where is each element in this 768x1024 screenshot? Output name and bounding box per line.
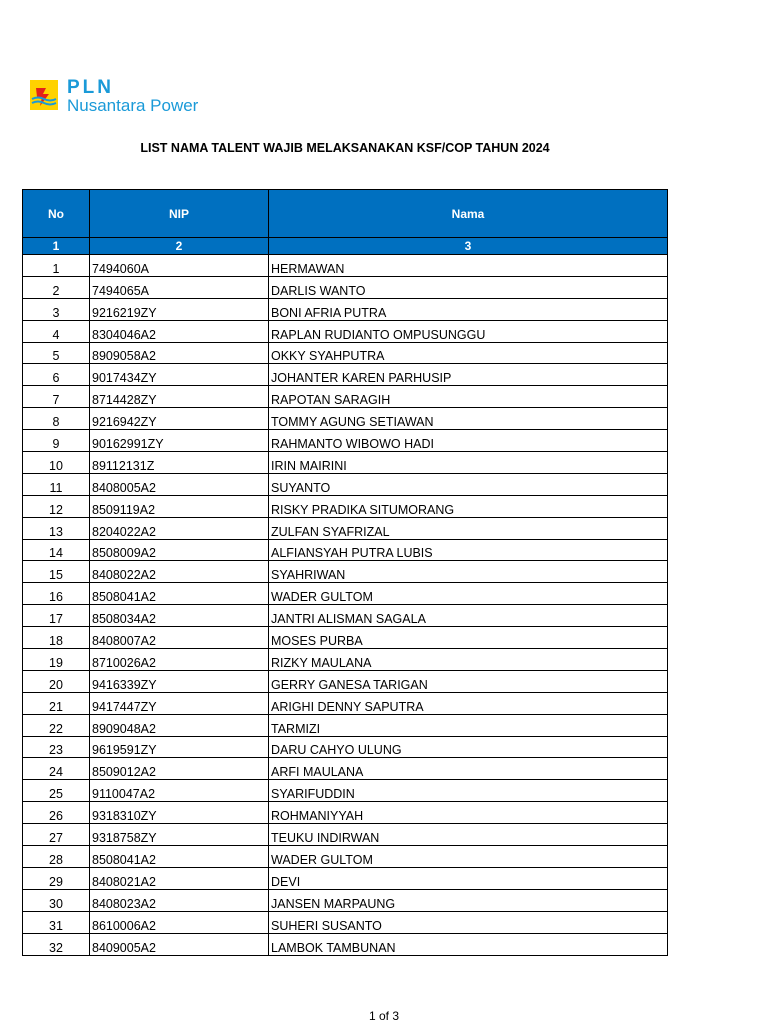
pln-lightning-icon — [29, 79, 61, 113]
table-row — [23, 452, 668, 474]
logo-brand: PLN — [67, 77, 114, 98]
row-number: 17 — [23, 605, 90, 627]
name-cell: TEUKU INDIRWAN — [269, 824, 668, 846]
table-row — [23, 386, 668, 408]
table-row — [23, 867, 668, 889]
table-row — [23, 342, 668, 364]
row-number: 31 — [23, 911, 90, 933]
row-number: 10 — [23, 452, 90, 474]
name-cell: SYARIFUDDIN — [269, 780, 668, 802]
nip-cell: 9017434ZY — [90, 364, 269, 386]
nip-cell: 8909048A2 — [90, 714, 269, 736]
table-row — [23, 670, 668, 692]
nip-cell: 8909058A2 — [90, 342, 269, 364]
row-number: 25 — [23, 780, 90, 802]
nip-cell: 9416339ZY — [90, 670, 269, 692]
name-cell: BONI AFRIA PUTRA — [269, 298, 668, 320]
name-cell: RIZKY MAULANA — [269, 649, 668, 671]
logo-subtitle: Nusantara Power — [67, 96, 199, 115]
table-row — [23, 649, 668, 671]
row-number: 14 — [23, 539, 90, 561]
row-number: 3 — [23, 298, 90, 320]
row-number: 13 — [23, 517, 90, 539]
row-number: 6 — [23, 364, 90, 386]
row-number: 7 — [23, 386, 90, 408]
row-number: 8 — [23, 408, 90, 430]
name-cell: SUHERI SUSANTO — [269, 911, 668, 933]
table-body — [23, 255, 668, 956]
column-index-row — [23, 238, 668, 255]
name-cell: ALFIANSYAH PUTRA LUBIS — [269, 539, 668, 561]
table-row — [23, 298, 668, 320]
nip-cell: 8509012A2 — [90, 758, 269, 780]
row-number: 12 — [23, 495, 90, 517]
row-number: 28 — [23, 846, 90, 868]
nip-cell: 9110047A2 — [90, 780, 269, 802]
name-cell: OKKY SYAHPUTRA — [269, 342, 668, 364]
row-number: 9 — [23, 430, 90, 452]
nip-cell: 8408005A2 — [90, 473, 269, 495]
nip-cell: 8408023A2 — [90, 889, 269, 911]
row-number: 4 — [23, 320, 90, 342]
nip-cell: 9216942ZY — [90, 408, 269, 430]
table-row — [23, 517, 668, 539]
table-row — [23, 780, 668, 802]
name-cell: RAPOTAN SARAGIH — [269, 386, 668, 408]
column-header-no: No — [23, 190, 90, 238]
page-number: 1 of 3 — [368, 1009, 400, 1023]
nip-cell: 8610006A2 — [90, 911, 269, 933]
name-cell: TARMIZI — [269, 714, 668, 736]
name-cell: SUYANTO — [269, 473, 668, 495]
name-cell: TOMMY AGUNG SETIAWAN — [269, 408, 668, 430]
nip-cell: 7494065A — [90, 276, 269, 298]
nip-cell: 8508034A2 — [90, 605, 269, 627]
name-cell: DARLIS WANTO — [269, 276, 668, 298]
row-number: 32 — [23, 933, 90, 955]
name-cell: JANTRI ALISMAN SAGALA — [269, 605, 668, 627]
nip-cell: 90162991ZY — [90, 430, 269, 452]
table-row — [23, 714, 668, 736]
nip-cell: 8509119A2 — [90, 495, 269, 517]
name-cell: WADER GULTOM — [269, 846, 668, 868]
column-header-nama: Nama — [269, 190, 668, 238]
nip-cell: 8508041A2 — [90, 846, 269, 868]
nip-cell: 9619591ZY — [90, 736, 269, 758]
nip-cell: 8409005A2 — [90, 933, 269, 955]
row-number: 27 — [23, 824, 90, 846]
talent-table — [22, 189, 668, 956]
row-number: 23 — [23, 736, 90, 758]
table-row — [23, 495, 668, 517]
name-cell: MOSES PURBA — [269, 627, 668, 649]
table-row — [23, 824, 668, 846]
nip-cell: 8408021A2 — [90, 867, 269, 889]
nip-cell: 8714428ZY — [90, 386, 269, 408]
row-number: 21 — [23, 692, 90, 714]
row-number: 24 — [23, 758, 90, 780]
row-number: 26 — [23, 802, 90, 824]
document-title: LIST NAMA TALENT WAJIB MELAKSANAKAN KSF/COP TAHUN 2024 — [140, 141, 550, 155]
column-index-nip: 2 — [90, 238, 269, 255]
name-cell: WADER GULTOM — [269, 583, 668, 605]
row-number: 2 — [23, 276, 90, 298]
row-number: 5 — [23, 342, 90, 364]
name-cell: LAMBOK TAMBUNAN — [269, 933, 668, 955]
row-number: 30 — [23, 889, 90, 911]
table-row — [23, 692, 668, 714]
nip-cell: 9318310ZY — [90, 802, 269, 824]
table-row — [23, 473, 668, 495]
table-row — [23, 736, 668, 758]
name-cell: IRIN MAIRINI — [269, 452, 668, 474]
name-cell: RAPLAN RUDIANTO OMPUSUNGGU — [269, 320, 668, 342]
table-row — [23, 561, 668, 583]
name-cell: ROHMANIYYAH — [269, 802, 668, 824]
table-row — [23, 846, 668, 868]
row-number: 18 — [23, 627, 90, 649]
name-cell: ZULFAN SYAFRIZAL — [269, 517, 668, 539]
name-cell: DEVI — [269, 867, 668, 889]
table-row — [23, 933, 668, 955]
table-row — [23, 889, 668, 911]
name-cell: DARU CAHYO ULUNG — [269, 736, 668, 758]
row-number: 15 — [23, 561, 90, 583]
name-cell: RISKY PRADIKA SITUMORANG — [269, 495, 668, 517]
nip-cell: 8408022A2 — [90, 561, 269, 583]
nip-cell: 8408007A2 — [90, 627, 269, 649]
nip-cell: 8508041A2 — [90, 583, 269, 605]
table-row — [23, 627, 668, 649]
nip-cell: 9318758ZY — [90, 824, 269, 846]
row-number: 19 — [23, 649, 90, 671]
row-number: 1 — [23, 255, 90, 277]
name-cell: ARIGHI DENNY SAPUTRA — [269, 692, 668, 714]
table-row — [23, 430, 668, 452]
table-row — [23, 408, 668, 430]
table-row — [23, 255, 668, 277]
table-row — [23, 911, 668, 933]
name-cell: RAHMANTO WIBOWO HADI — [269, 430, 668, 452]
row-number: 20 — [23, 670, 90, 692]
name-cell: JANSEN MARPAUNG — [269, 889, 668, 911]
table-row — [23, 276, 668, 298]
name-cell: SYAHRIWAN — [269, 561, 668, 583]
row-number: 11 — [23, 473, 90, 495]
table-header-row — [23, 190, 668, 238]
row-number: 29 — [23, 867, 90, 889]
name-cell: HERMAWAN — [269, 255, 668, 277]
table-row — [23, 605, 668, 627]
nip-cell: 8204022A2 — [90, 517, 269, 539]
row-number: 22 — [23, 714, 90, 736]
nip-cell: 9216219ZY — [90, 298, 269, 320]
pln-logo — [29, 76, 198, 116]
table-row — [23, 583, 668, 605]
row-number: 16 — [23, 583, 90, 605]
name-cell: JOHANTER KAREN PARHUSIP — [269, 364, 668, 386]
column-index-no: 1 — [23, 238, 90, 255]
column-index-nama: 3 — [269, 238, 668, 255]
nip-cell: 8508009A2 — [90, 539, 269, 561]
nip-cell: 8304046A2 — [90, 320, 269, 342]
table-row — [23, 364, 668, 386]
nip-cell: 7494060A — [90, 255, 269, 277]
nip-cell: 9417447ZY — [90, 692, 269, 714]
nip-cell: 8710026A2 — [90, 649, 269, 671]
column-header-nip: NIP — [90, 190, 269, 238]
table-row — [23, 320, 668, 342]
table-row — [23, 802, 668, 824]
name-cell: GERRY GANESA TARIGAN — [269, 670, 668, 692]
nip-cell: 89112131Z — [90, 452, 269, 474]
table-row — [23, 539, 668, 561]
name-cell: ARFI MAULANA — [269, 758, 668, 780]
table-row — [23, 758, 668, 780]
